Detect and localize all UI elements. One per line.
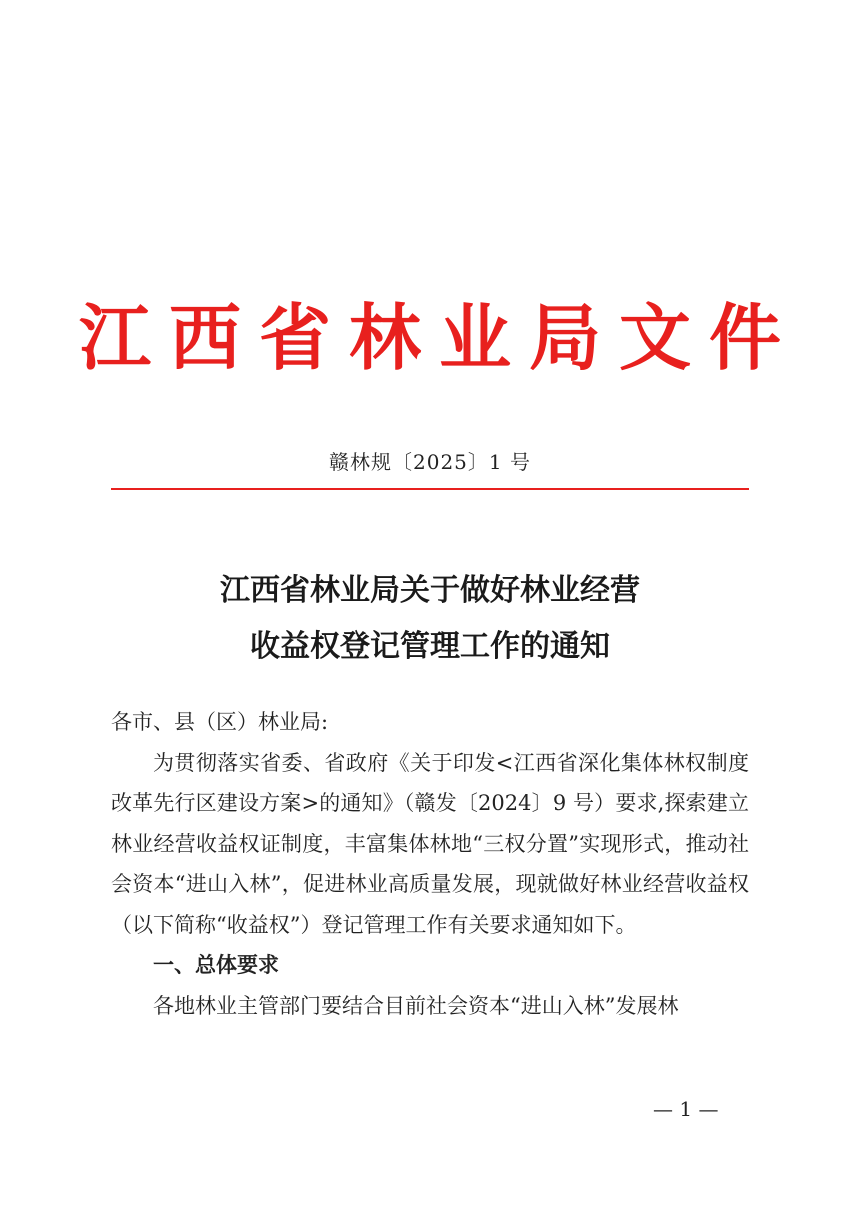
issuer-header-title: 江西省林业局文件 — [78, 295, 799, 380]
page-number: — 1 — — [653, 1097, 719, 1121]
document-number: 赣林规〔2025〕1 号 — [329, 450, 531, 474]
red-divider-line — [111, 488, 749, 490]
document-title-line-1: 江西省林业局关于做好林业经营 — [220, 573, 640, 608]
body-paragraph-2: 各地林业主管部门要结合目前社会资本“进山入林”发展林 — [153, 993, 679, 1018]
salutation: 各市、县（区）林业局: — [111, 710, 329, 734]
section-heading-1: 一、总体要求 — [153, 953, 279, 977]
document-title — [0, 563, 860, 675]
document-body — [111, 702, 749, 1026]
body-paragraph-1: 为贯彻落实省委、省政府《关于印发<江西省深化集体林权制度改革先行区建设方案>的通知》（赣发〔2024〕9 号）要求,探索建立林业经营收益权证制度，丰富集体林地“三权分置”实现形式，推动社会资本“进山入林”，促进林业高质量发展，现就做好林业经营收益权（以下简称“收益权”）登记管理工作有关要求通知如下。 — [111, 750, 749, 937]
document-title-line-2: 收益权登记管理工作的通知 — [250, 629, 610, 664]
